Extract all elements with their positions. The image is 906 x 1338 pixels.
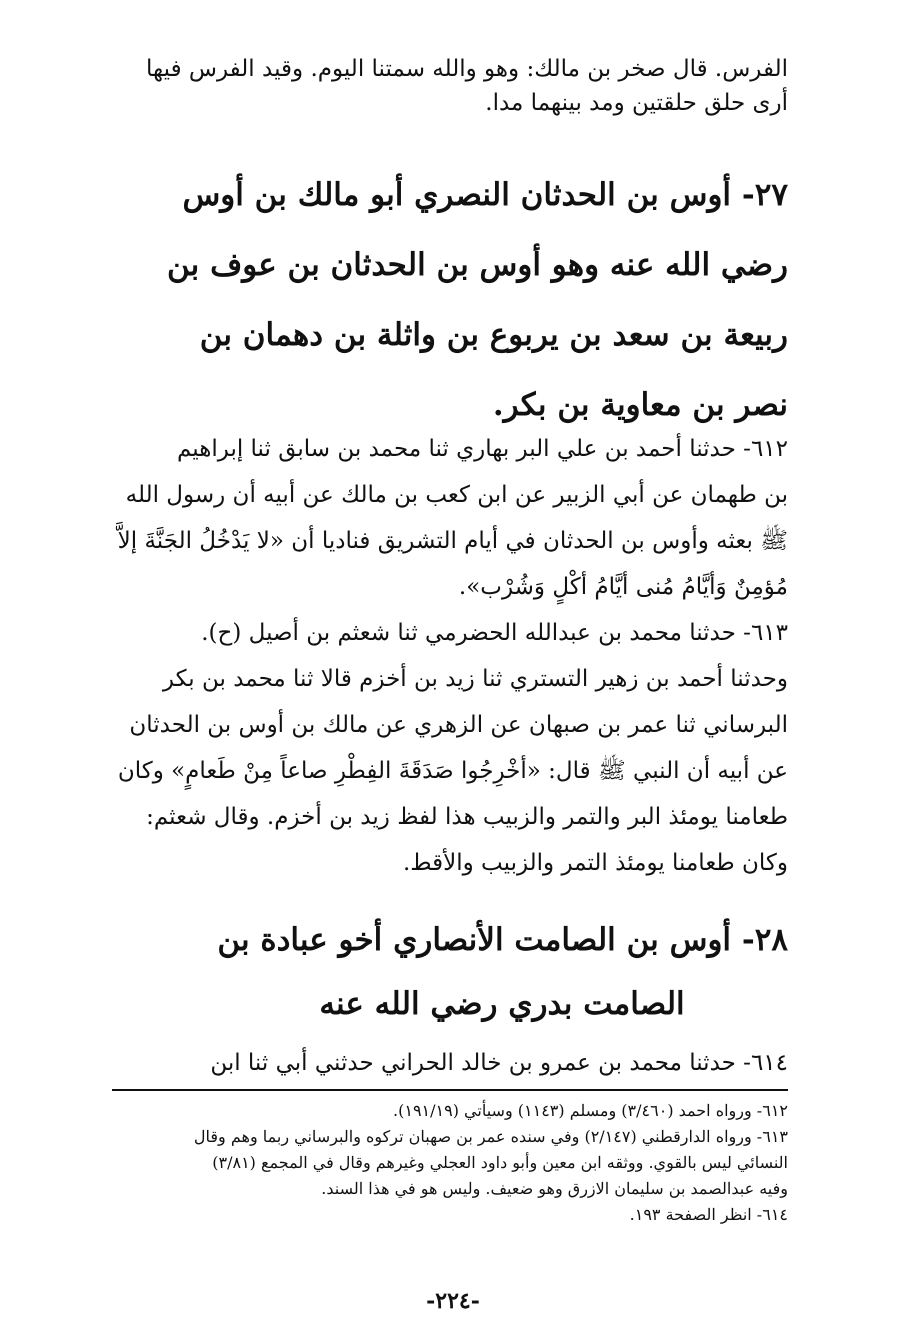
hadith-body — [116, 426, 788, 886]
heading-line: ٢٧- أوس بن الحدثان النصري أبو مالك بن أوس — [182, 177, 788, 213]
footnote-line: ٦١٣- ورواه الدارقطني (٢/١٤٧) وفي سنده عمر بن صهبان تركوه والبرساني ربما وهم وقال — [193, 1127, 788, 1146]
text-line: وحدثنا أحمد بن زهير التستري ثنا زيد بن أخزم قالا ثنا محمد بن بكر — [162, 666, 788, 692]
text-line: مُؤمِنٌ وَأيَّامُ مُنى أيَّامُ أكْلٍ وَشُرْب». — [458, 574, 788, 600]
text-line: عن أبيه أن النبي ﷺ قال: «أخْرِجُوا صَدَقَةَ الفِطْرِ صاعاً مِنْ طَعامٍ» وكان — [117, 758, 788, 784]
text-line: ٦١٤- حدثنا محمد بن عمرو بن خالد الحراني حدثني أبي ثنا ابن — [210, 1050, 788, 1076]
intro-paragraph — [116, 52, 788, 120]
heading-line: ربيعة بن سعد بن يربوع بن واثلة بن دهمان بن — [199, 317, 788, 353]
text-line: وكان طعامنا يومئذ التمر والزبيب والأقط. — [402, 850, 788, 876]
text-line: ٦١٣- حدثنا محمد بن عبدالله الحضرمي ثنا شعثم بن أصيل (ح). — [201, 620, 788, 646]
footnote-line: ٦١٢- ورواه احمد (٣/٤٦٠) ومسلم (١١٤٣) وسيأتي (١٩١/١٩). — [393, 1101, 788, 1120]
footnotes — [116, 1098, 788, 1228]
text-line: ٦١٢- حدثنا أحمد بن علي البر بهاري ثنا محمد بن سابق ثنا إبراهيم — [176, 436, 788, 462]
text-line: بن طهمان عن أبي الزبير عن ابن كعب بن مالك عن أبيه أن رسول الله — [125, 482, 788, 508]
page-number: -٢٢٤- — [426, 1288, 480, 1314]
text-line: البرساني ثنا عمر بن صبهان عن الزهري عن مالك بن أوس بن الحدثان — [129, 712, 788, 738]
section-heading-28 — [116, 908, 788, 1036]
text-line: طعامنا يومئذ البر والتمر والزبيب هذا لفظ زيد بن أخزم. وقال شعثم: — [146, 804, 788, 830]
text-line: أرى حلق حلقتين ومد بينهما مدا. — [485, 90, 788, 116]
text-line: ﷺ بعثه وأوس بن الحدثان في أيام التشريق فناديا أن «لا يَدْخُلُ الجَنَّةَ إلاَّ — [117, 528, 788, 554]
heading-line: ٢٨- أوس بن الصامت الأنصاري أخو عبادة بن — [217, 922, 788, 958]
section-heading-27 — [116, 160, 788, 440]
footnote-line: ٦١٤- انظر الصفحة ١٩٣. — [629, 1205, 788, 1224]
footnote-divider — [112, 1089, 788, 1091]
heading-line: نصر بن معاوية بن بكر. — [492, 387, 788, 423]
heading-line: الصامت بدري رضي الله عنه — [319, 986, 685, 1022]
footnote-line: النسائي ليس بالقوي. ووثقه ابن معين وأبو داود العجلي وغيرهم وقال في المجمع (٣/٨١) — [212, 1153, 788, 1172]
footnote-line: وفيه عبدالصمد بن سليمان الازرق وهو ضعيف. وليس هو في هذا السند. — [321, 1179, 788, 1198]
hadith-614 — [116, 1040, 788, 1086]
heading-line: رضي الله عنه وهو أوس بن الحدثان بن عوف بن — [167, 247, 788, 283]
text-line: الفرس. قال صخر بن مالك: وهو والله سمتنا اليوم. وقيد الفرس فيها — [146, 56, 788, 82]
